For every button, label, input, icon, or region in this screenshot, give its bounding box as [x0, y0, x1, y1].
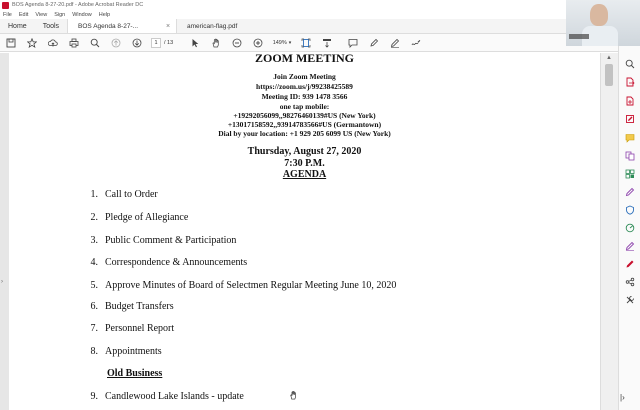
fit-page-icon	[301, 38, 311, 48]
meeting-id: Meeting ID: 939 1478 3566	[261, 92, 348, 101]
print-button[interactable]	[68, 37, 80, 49]
save-icon	[6, 38, 16, 48]
comment-button[interactable]	[347, 37, 359, 49]
edit-pdf-icon	[625, 114, 635, 124]
page-total: / 13	[164, 39, 174, 46]
pen-icon	[369, 38, 379, 48]
menu-sign[interactable]: Sign	[54, 11, 66, 18]
save-button[interactable]	[5, 37, 17, 49]
arrow-up-circle-icon	[111, 38, 121, 48]
window-title: BOS Agenda 8-27-20.pdf - Adobe Acrobat Reader DC	[12, 2, 144, 8]
page-indicator	[151, 38, 173, 48]
mobile-number-2: +13017158592,,93914783566#US (Germantown)	[227, 120, 382, 129]
next-page-button[interactable]	[131, 37, 143, 49]
scroll-page-icon	[322, 38, 332, 48]
previous-page-button[interactable]	[110, 37, 122, 49]
acrobat-icon	[2, 2, 9, 9]
search-icon	[90, 38, 100, 48]
search-icon	[625, 59, 635, 69]
fill-sign-icon	[625, 187, 635, 197]
printer-icon	[69, 38, 79, 48]
zoom-out-button[interactable]	[231, 37, 243, 49]
fill-sign-button[interactable]	[624, 186, 636, 198]
join-label: Join Zoom Meeting	[273, 72, 336, 81]
find-button[interactable]	[89, 37, 101, 49]
protect-button[interactable]	[624, 204, 636, 216]
join-url-link[interactable]: https://zoom.us/j/99238425589	[256, 82, 353, 91]
webcam-overlay	[566, 0, 640, 46]
tab-document-label: BOS Agenda 8-27-...	[78, 22, 139, 30]
title-bar	[0, 0, 640, 10]
upload-button[interactable]	[47, 37, 59, 49]
scrollbar-thumb[interactable]	[605, 64, 613, 86]
export-pdf-button[interactable]	[624, 76, 636, 88]
share-button[interactable]	[624, 276, 636, 288]
document-viewport[interactable]	[0, 53, 618, 410]
search-tool-button[interactable]	[624, 58, 636, 70]
tap-label: one tap mobile:	[279, 102, 330, 111]
comment-icon	[625, 133, 635, 143]
signature-icon	[625, 241, 635, 251]
menu-help[interactable]: Help	[98, 11, 111, 18]
tab-bar	[0, 19, 640, 34]
arrow-down-circle-icon	[132, 38, 142, 48]
draw-button[interactable]	[389, 37, 401, 49]
menu-edit[interactable]: Edit	[18, 11, 29, 18]
edit-pdf-button[interactable]	[624, 113, 636, 125]
plus-circle-icon	[253, 38, 263, 48]
optimize-icon	[625, 223, 635, 233]
comment-tool-button[interactable]	[624, 132, 636, 144]
share-icon	[625, 277, 635, 287]
webcam-person-head	[590, 4, 608, 26]
close-icon[interactable]: ×	[165, 22, 171, 30]
chevron-down-icon: ▾	[288, 39, 292, 46]
comment-icon	[348, 38, 358, 48]
tools-icon	[625, 295, 635, 305]
mobile-number-1: +19292056099,,98276460139#US (New York)	[233, 111, 376, 120]
menu-window[interactable]: Window	[72, 11, 92, 18]
bookmark-button[interactable]	[26, 37, 38, 49]
combine-files-button[interactable]	[624, 150, 636, 162]
star-icon	[27, 38, 37, 48]
combine-files-icon	[625, 151, 635, 161]
agenda-title: AGENDA	[282, 169, 327, 180]
shield-icon	[625, 205, 635, 215]
tab-document-label: american-flag.pdf	[187, 22, 238, 30]
minus-circle-icon	[232, 38, 242, 48]
create-pdf-icon	[625, 96, 635, 106]
expand-right-pane-icon[interactable]: |›	[620, 393, 625, 402]
meeting-time: 7:30 P.M.	[284, 158, 325, 169]
optimize-pdf-button[interactable]	[624, 222, 636, 234]
menu-bar	[0, 10, 640, 19]
sign-icon	[411, 38, 421, 48]
scroll-mode-button[interactable]	[321, 37, 333, 49]
hand-cursor-icon	[289, 390, 298, 400]
highlight-button[interactable]	[368, 37, 380, 49]
expand-left-pane-icon[interactable]: ›	[1, 279, 3, 285]
tab-document-american-flag[interactable]	[177, 19, 287, 33]
vertical-scrollbar[interactable]	[600, 53, 618, 410]
export-pdf-icon	[625, 77, 635, 87]
zoom-select[interactable]	[273, 40, 292, 46]
send-for-signature-button[interactable]	[624, 240, 636, 252]
dial-in: Dial by your location: +1 929 205 6099 US (New York)	[218, 129, 391, 138]
organize-pages-button[interactable]	[624, 168, 636, 180]
sign-button[interactable]	[410, 37, 422, 49]
pdf-page: ZOOM MEETING Join Zoom Meeting https://zoom.us/j/99238425589 Meeting ID: 939 1478 3566 one tap mobile: +19292056099,,98276460139#US (New York) +13017158592,,93914783566#US (Germantown) Dial by your location: +1 929 205 6099 US (New York) Thursday, August 27, 2020 7:30 P.M. AGENDA 1. Call to Order 2. Pledge of Allegiance 3. Public Comment & Participation 4. Correspondence & Announcements 5. Approve Minutes of Board of Selectmen Regular Meeting June 10, 2020 6. Budget Transfers 7. Personnel Report 8. Appointments Old Business 9. Candlewood Lake Islands - update	[9, 53, 600, 410]
menu-view[interactable]: View	[35, 11, 48, 18]
menu-file[interactable]: File	[3, 11, 12, 18]
pencil-icon	[390, 38, 400, 48]
more-tools-button[interactable]	[624, 294, 636, 306]
right-tools-pane	[618, 46, 640, 410]
tab-tools[interactable]: Tools	[42, 22, 60, 30]
select-tool-button[interactable]	[189, 37, 201, 49]
hand-icon	[211, 38, 221, 48]
redact-button[interactable]	[624, 258, 636, 270]
fit-page-button[interactable]	[300, 37, 312, 49]
old-business-heading: Old Business	[107, 368, 163, 379]
organize-pages-icon	[625, 169, 635, 179]
meeting-heading: ZOOM MEETING	[254, 51, 354, 65]
tab-document-bos-agenda[interactable]	[67, 19, 177, 33]
meeting-date: Thursday, August 27, 2020	[247, 146, 362, 157]
hand-tool-button[interactable]	[210, 37, 222, 49]
cloud-upload-icon	[48, 38, 58, 48]
redact-icon	[625, 259, 635, 269]
toolbar	[0, 34, 640, 52]
scroll-up-icon[interactable]: ▲	[606, 55, 612, 61]
create-pdf-button[interactable]	[624, 95, 636, 107]
tab-home[interactable]: Home	[8, 22, 27, 30]
cursor-arrow-icon	[190, 38, 200, 48]
current-page-input[interactable]: 1	[151, 38, 161, 48]
webcam-name-bar	[569, 34, 589, 39]
zoom-value: 149%	[272, 39, 287, 46]
zoom-in-button[interactable]	[252, 37, 264, 49]
